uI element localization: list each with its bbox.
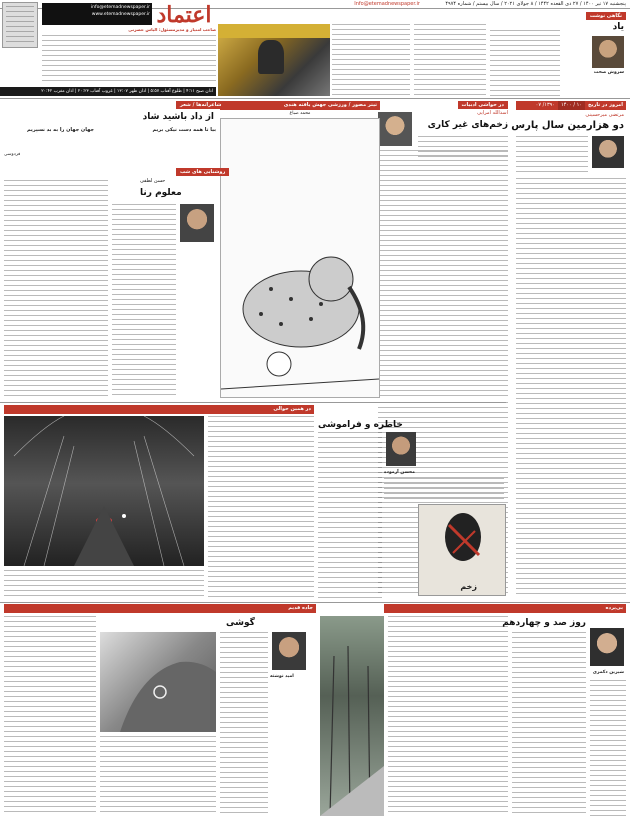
tab-history[interactable]: امروز در تاریخ <box>588 102 623 108</box>
tab-date-1[interactable]: ۱۰ / ۱۴۰۰ <box>558 101 585 110</box>
opinion-body-1 <box>378 150 508 400</box>
history-tabs <box>516 101 626 110</box>
photo-section-label: در همین حوالی <box>4 405 314 414</box>
history-subtitle: مرتضی میرحسینی <box>585 112 624 118</box>
memory-intro <box>384 478 504 502</box>
park-photo <box>320 616 384 816</box>
opinion-author: اسدالله امرایی <box>477 110 508 116</box>
earring-drawing <box>100 632 216 732</box>
rooshanai-title: معلوم رنا <box>140 188 182 198</box>
taxi-roof <box>218 24 330 38</box>
top-text-col-3 <box>490 30 560 96</box>
memory-body-2 <box>208 416 314 600</box>
history-author-photo <box>592 136 624 168</box>
opinion-section-label: در حواشی ادبیات <box>458 101 508 109</box>
cartoon-artist: محمد صباغ <box>289 111 311 116</box>
rooshanai-author-photo <box>180 204 214 242</box>
book-cover-image <box>418 504 506 596</box>
cartoon-image <box>220 118 380 398</box>
website-link[interactable]: Info@etemadnewspaper.ir <box>354 1 420 7</box>
front-page-thumbnail[interactable] <box>2 2 38 48</box>
divider-middle <box>0 402 506 403</box>
poem-verse-2: جهان جهان را به بد نسپریم <box>27 127 94 133</box>
book-cover-title: زخم <box>460 582 477 591</box>
yad-author: سروش صحت <box>593 70 624 75</box>
earring-title: گوشی <box>226 618 255 628</box>
earring-author-photo <box>272 632 306 670</box>
date-line: پنجشنبه ۱۷ تیر ۱۴۰۰ / ۲۷ ذی القعده ۱۴۴۲ / ۸ جولای ۲۰۲۱ / سال بیستم / شماره ۴۹۷۴ <box>445 1 626 7</box>
earring-body-1 <box>220 632 268 816</box>
book-cover-drawing <box>419 505 505 577</box>
rooshanai-body-2 <box>4 180 108 398</box>
driver-figure <box>258 40 284 74</box>
rooshanai-section-label: روشنایی های شب <box>176 168 229 176</box>
memory-title: خاطره و فراموشی <box>318 420 403 430</box>
photo-caption <box>4 570 204 600</box>
roozsad-section-label: بی‌پرده <box>384 604 626 613</box>
earring-author: امید نوشته <box>270 674 294 679</box>
poem-source: فردوسی <box>4 152 21 157</box>
poem-verse-1: بیا تا همه دست نیکی بریم <box>152 127 216 133</box>
top-text-col-1 <box>332 24 410 96</box>
yad-author-photo <box>592 36 624 68</box>
memory-author: محسن آزموده <box>384 470 415 475</box>
divider-bottom <box>0 602 630 603</box>
memory-author-photo <box>386 432 416 466</box>
poem-section-label: شاعرانه‌ها / شعر <box>176 101 225 109</box>
opinion-title: زخم‌های غیر کاری <box>427 120 508 130</box>
earring-photo <box>100 632 216 732</box>
opinion-author-photo <box>378 112 412 146</box>
history-body <box>516 178 626 596</box>
earring-body-3 <box>100 736 216 816</box>
owner-label: صاحب امتیاز و مدیرمسئول: الیاس حضرتی <box>128 27 216 32</box>
contact-web[interactable]: www.etemadnewspaper.ir <box>91 12 150 17</box>
night-road-drawing <box>4 416 204 566</box>
newspaper-logo: اعتماد <box>156 2 212 28</box>
roozsad-body-2 <box>512 632 586 816</box>
cartoon-section-label: تیتر مصور / ورزشی جهش یافته هندی <box>220 101 380 110</box>
prayer-times-bar: اذان صبح ۴:۱۱ | طلوع آفتاب ۵:۵۷ | اذان ظهر ۱۳:۰۷ | غروب آفتاب ۲۰:۲۳ | اذان مغرب ۲۰:۴۲ <box>0 87 216 96</box>
night-road-photo <box>4 416 204 566</box>
contact-email[interactable]: info@etemadnewspaper.ir <box>90 5 150 10</box>
history-intro <box>516 136 588 176</box>
rooshanai-author: حسن لطفی <box>140 178 166 184</box>
masthead-credits <box>42 27 216 85</box>
earring-section-label: جاده قدیم <box>4 604 316 613</box>
roozsad-author-photo <box>590 628 624 666</box>
tab-date-2[interactable]: ۱۳۹۰/ ۰۷ <box>535 102 556 108</box>
yad-title: یاد <box>612 22 624 32</box>
memory-body-1 <box>318 432 382 600</box>
roozsad-body-1 <box>590 680 626 816</box>
cartoon-drawing <box>221 119 379 397</box>
contact-box <box>42 3 152 25</box>
roozsad-body-3 <box>388 616 508 816</box>
roozsad-author: شیرین دکمری <box>592 670 624 675</box>
divider-top <box>0 98 630 99</box>
yad-section-label: نگاهی نوشت <box>586 12 626 20</box>
park-drawing <box>320 616 384 816</box>
taxi-photo <box>218 24 330 96</box>
poem-title: از داد باشید شاد <box>142 112 214 122</box>
roozsad-title: روز صد و چهاردهم <box>502 618 586 628</box>
earring-body-2 <box>4 616 96 816</box>
rooshanai-body-1 <box>112 204 176 398</box>
top-text-col-2 <box>414 24 486 96</box>
history-title: دو هزارمین سال پارس <box>511 120 624 131</box>
